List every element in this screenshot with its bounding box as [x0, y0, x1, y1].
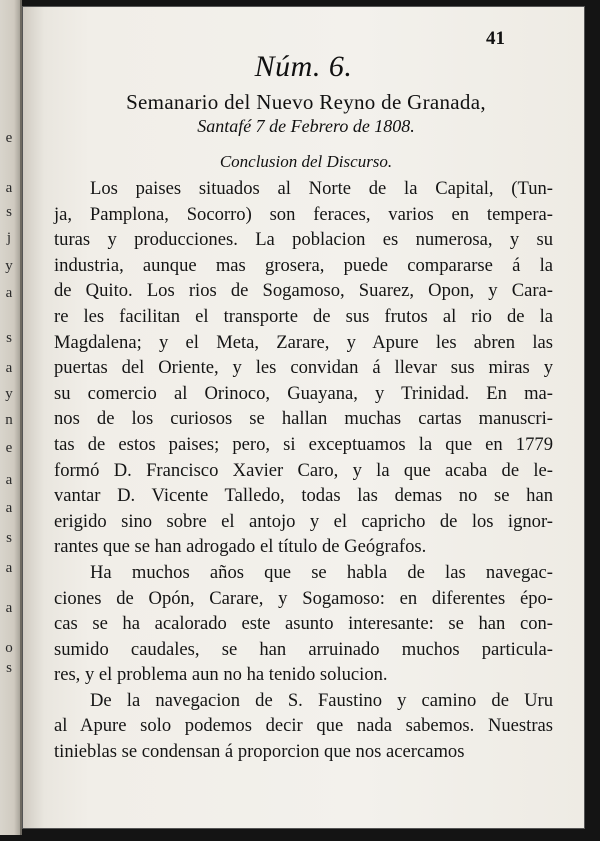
margin-char: y — [5, 386, 13, 402]
facing-page-margin-text — [2, 0, 16, 835]
text-line: Los paises situados al Norte de la Capital, (Tun- — [90, 178, 553, 199]
text-line: re les facilitan el transporte de sus frutos al rio de la — [54, 305, 553, 327]
text-line: industria, aunque mas grosera, puede compararse á la — [54, 254, 553, 276]
facing-page-edge — [0, 0, 22, 835]
margin-char: s — [6, 330, 12, 346]
margin-char: a — [5, 472, 13, 488]
text-line: sumido caudales, se han arruinado muchos particula- — [54, 638, 553, 660]
page-number: 41 — [486, 28, 505, 49]
margin-char: s — [6, 204, 12, 220]
text-line: De la navegacion de S. Faustino y camino de Uru — [90, 689, 553, 711]
text-line: su comercio al Orinoco, Guayana, y Trinidad. En ma- — [54, 382, 553, 404]
text-line: ja, Pamplona, Socorro) son feraces, varios en tempera- — [54, 203, 553, 225]
text-line: erigido sino sobre el antojo y el capricho de los ignor- — [54, 510, 553, 532]
text-line: Magdalena; y el Meta, Zarare, y Apure les abren las — [54, 331, 553, 353]
margin-char: a — [5, 600, 13, 616]
paragraph — [54, 176, 553, 560]
paragraph — [54, 688, 553, 765]
margin-char: y — [5, 258, 13, 274]
margin-char: o — [5, 640, 13, 656]
text-line: rantes que se han adrogado el título de Geógrafos. — [54, 536, 427, 558]
margin-char: e — [5, 130, 13, 146]
text-line: ciones de Opón, Carare, y Sogamoso: en diferentes épo- — [54, 587, 553, 609]
text-line: Ha muchos años que se habla de las navegac- — [90, 561, 553, 583]
margin-char: a — [5, 500, 13, 516]
issue-number: Núm. 6. — [254, 50, 353, 83]
margin-char: a — [5, 180, 13, 196]
publication-title: Semanario del Nuevo Reyno de Granada, — [126, 90, 486, 114]
margin-char: s — [6, 660, 12, 676]
text-line: de Quito. Los rios de Sogamoso, Suarez, Opon, y Cara- — [54, 280, 553, 302]
margin-char: a — [5, 560, 13, 576]
text-line: res, y el problema aun no ha tenido solucion. — [54, 664, 388, 686]
text-line: puertas del Oriente, y les convidan á llevar sus miras y — [54, 357, 553, 379]
page — [22, 6, 585, 829]
text-line: tinieblas se condensan á proporcion que nos acercamos — [54, 741, 465, 763]
section-heading: Conclusion del Discurso. — [219, 152, 393, 171]
dateline: Santafé 7 de Febrero de 1808. — [197, 116, 415, 136]
paragraph — [54, 560, 553, 688]
text-line: nos de los curiosos se hallan muchas cartas manuscri- — [54, 408, 553, 430]
margin-char: j — [6, 230, 12, 246]
body-text — [54, 176, 553, 765]
text-line: formó D. Francisco Xavier Caro, y la que acaba de le- — [54, 459, 553, 481]
margin-char: n — [5, 412, 13, 428]
margin-char: a — [5, 360, 13, 376]
text-line: tas de estos paises; pero, si exceptuamos la que en 1779 — [54, 433, 553, 455]
margin-char: s — [6, 530, 12, 546]
text-line: turas y producciones. La poblacion es numerosa, y su — [54, 229, 553, 251]
text-line: cas se ha acalorado este asunto interesante: se han con- — [54, 613, 553, 635]
text-line: vantar D. Vicente Talledo, todas las demas no se han — [54, 485, 553, 507]
text-line: al Apure solo podemos decir que nada sabemos. Nuestras — [54, 715, 553, 737]
margin-char: a — [5, 285, 13, 301]
margin-char: e — [5, 440, 13, 456]
